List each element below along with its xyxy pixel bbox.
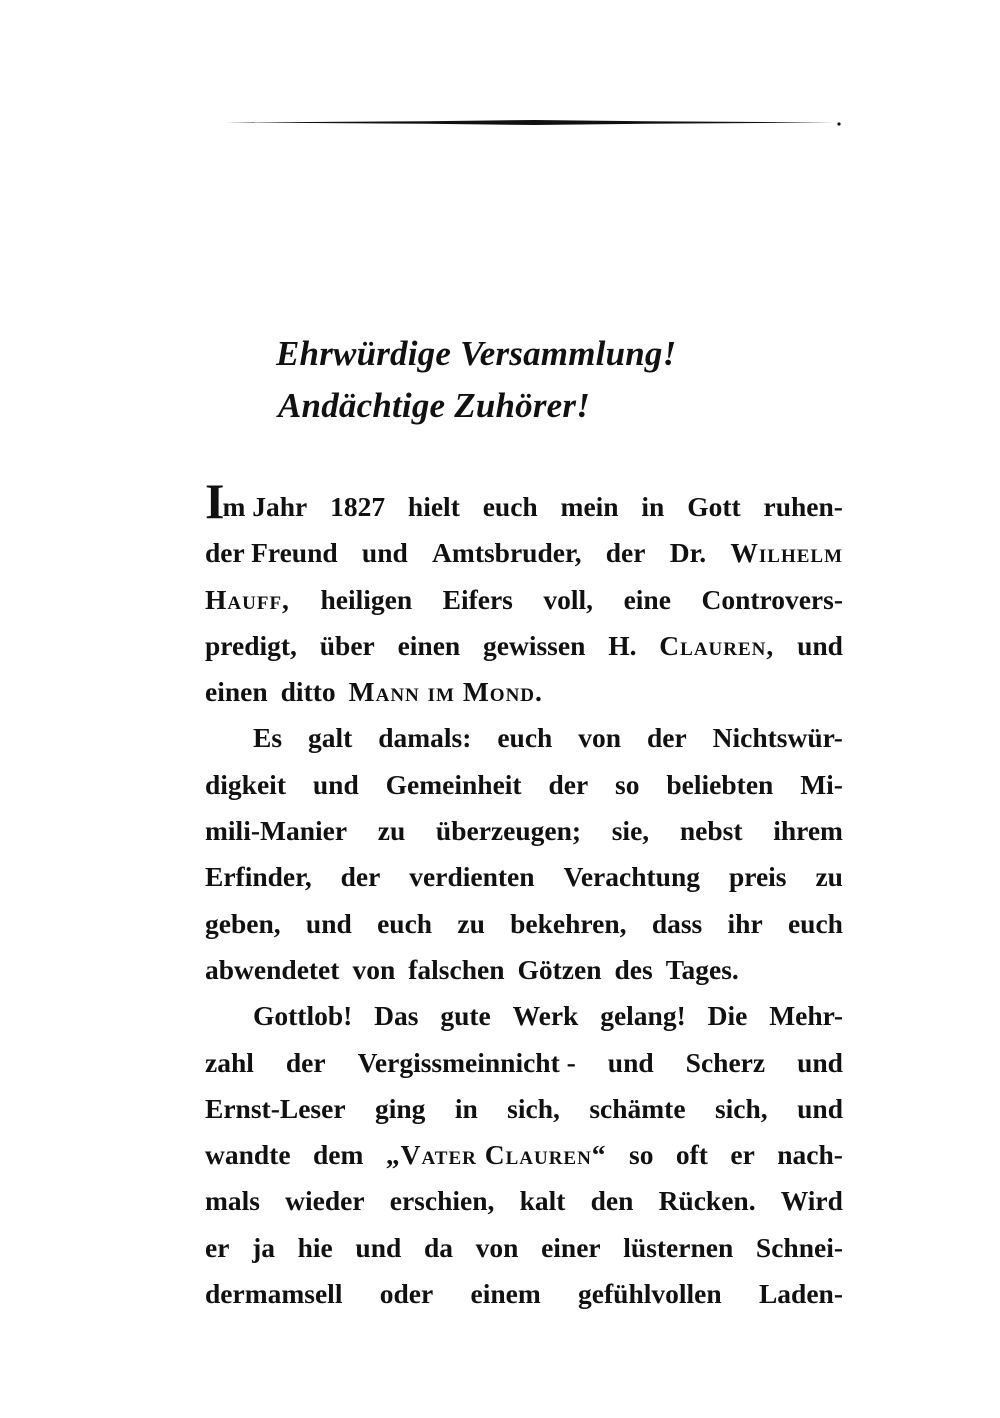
word: 1827 [330,491,386,522]
word: predigt, [205,629,297,661]
word: Laden- [758,1278,843,1310]
word: der [605,537,646,569]
word: und [355,1231,402,1263]
word: sie, [611,815,650,847]
word: kalt [519,1185,566,1217]
word: und [797,629,843,661]
word: euch [482,491,538,522]
word: Die [707,1000,748,1032]
word: geben, [205,907,281,939]
word: Vergissmeinnicht - [357,1046,576,1078]
text-line-15 [205,1132,843,1178]
word: gelang! [600,1000,686,1032]
address-heading [276,328,876,432]
text-line-11 [205,947,843,993]
word: der [646,722,687,754]
word: wieder [285,1185,365,1217]
word: einen [205,676,268,708]
word: nach- [777,1139,843,1171]
word: ihrem [773,815,843,847]
word: damals: [378,722,472,754]
word: er [730,1139,755,1171]
name-vater-clauren: „Vater Clauren“ [385,1139,607,1171]
word: euch [497,722,553,754]
word: preis [728,861,787,893]
word: über [319,629,375,661]
body-text [205,473,843,1317]
word: Das [374,1000,419,1032]
word: Mi- [800,768,843,800]
word: oft [675,1139,708,1171]
word: euch [787,907,843,939]
name-clauren: Clauren, [659,629,775,661]
word: und [607,1046,654,1078]
word: von [475,1231,519,1263]
word: Gottlob! [253,1000,353,1032]
word: Gott [687,491,741,522]
word: mein [560,491,619,522]
word: den [590,1185,634,1217]
text-line-16 [205,1178,843,1224]
word: dass [651,907,703,939]
word: einem [470,1278,541,1310]
word: eine [623,583,671,615]
text-line-13 [205,1040,843,1086]
word: zu [457,907,485,939]
word: ging [374,1092,426,1124]
text-line-7 [205,762,843,808]
word: ja [252,1231,275,1263]
word: ditto [280,676,336,708]
word: verdienten [409,861,535,893]
word: voll, [543,583,594,615]
word: mili-Manier [205,815,348,847]
word: Im Jahr [205,473,308,529]
word: Ernst-Leser [205,1092,346,1124]
text-line-14 [205,1086,843,1132]
word: schämte [589,1092,686,1124]
text-line-6 [205,715,843,761]
word: ruhen- [763,491,843,522]
name-wilhelm: Wilhelm [730,537,843,569]
word: falschen [408,953,505,985]
text-line-10 [205,901,843,947]
word: Amtsbruder, [432,537,582,569]
word: und [312,768,359,800]
text-line-1 [205,473,843,530]
word: der [340,861,381,893]
word: überzeugen; [435,815,582,847]
word: in [454,1092,478,1124]
title-mann-im-mond: Mann im Mond. [348,676,543,708]
word: da [423,1231,453,1263]
text-line-4 [205,623,843,669]
word: Eifers [442,583,513,615]
word: so [629,1139,654,1171]
word: wandte [205,1139,291,1171]
word: sich, [507,1092,560,1124]
word: Mehr- [769,1000,843,1032]
word: so [615,768,640,800]
word: H. [608,629,637,661]
word: erschien, [389,1185,495,1217]
word: gefühlvollen [578,1278,722,1310]
word: von [352,953,396,985]
word: galt [307,722,353,754]
word: nebst [679,815,743,847]
word: beliebten [666,768,774,800]
word: Werk [512,1000,579,1032]
word: zu [815,861,843,893]
word: der Freund [205,537,338,569]
word: des [614,953,653,985]
word: Verachtung [563,861,700,893]
word: der [548,768,589,800]
text-line-5 [205,669,843,715]
text-line-9 [205,854,843,900]
word: und [797,1092,843,1124]
word: bekehren, [510,907,627,939]
word: ihr [727,907,763,939]
text-line-17 [205,1225,843,1271]
word: Controvers- [701,583,843,615]
word: Götzen [517,953,602,985]
word: Erfinder, [205,861,312,893]
word: Wird [780,1185,843,1217]
ornamental-rule-graphic [226,119,842,127]
text-line-2 [205,530,843,576]
word: sich, [714,1092,768,1124]
text-line-12 [205,993,843,1039]
word: heiligen [320,583,413,615]
word: Scherz [685,1046,766,1078]
word: dermamsell [205,1278,343,1310]
word: und [361,537,408,569]
word: einer [541,1231,601,1263]
text-line-8 [205,808,843,854]
word: zu [377,815,406,847]
name-hauff: Hauff, [205,583,290,615]
word: Gemeinheit [385,768,522,800]
word: lüsternen [623,1231,734,1263]
word: und [305,907,352,939]
word: abwendetet [205,953,340,985]
word: er [205,1231,230,1263]
ornamental-rule [226,119,842,127]
word: und [797,1046,843,1078]
word: in [641,491,665,522]
word: von [578,722,622,754]
word: Rücken. [658,1185,756,1217]
drop-cap: I [205,473,225,529]
word: hielt [407,491,460,522]
text-line-18 [205,1271,843,1317]
word: gute [440,1000,491,1032]
word: einen [397,629,461,661]
heading-line-1: Ehrwürdige Versammlung! [276,334,677,373]
word: Nichtswür- [712,722,843,754]
word: oder [379,1278,434,1310]
word: Dr. [669,537,707,569]
word: hie [297,1231,333,1263]
word: euch [377,907,433,939]
word: dem [313,1139,364,1171]
word: zahl [205,1046,254,1078]
word: digkeit [205,768,286,800]
word: Schnei- [755,1231,843,1263]
word: gewissen [483,629,586,661]
word: Tages. [665,953,739,985]
word: Es [253,722,283,754]
word: der [285,1046,326,1078]
heading-line-2: Andächtige Zuhörer! [278,386,591,425]
word: mals [205,1185,260,1217]
text-line-3 [205,577,843,623]
